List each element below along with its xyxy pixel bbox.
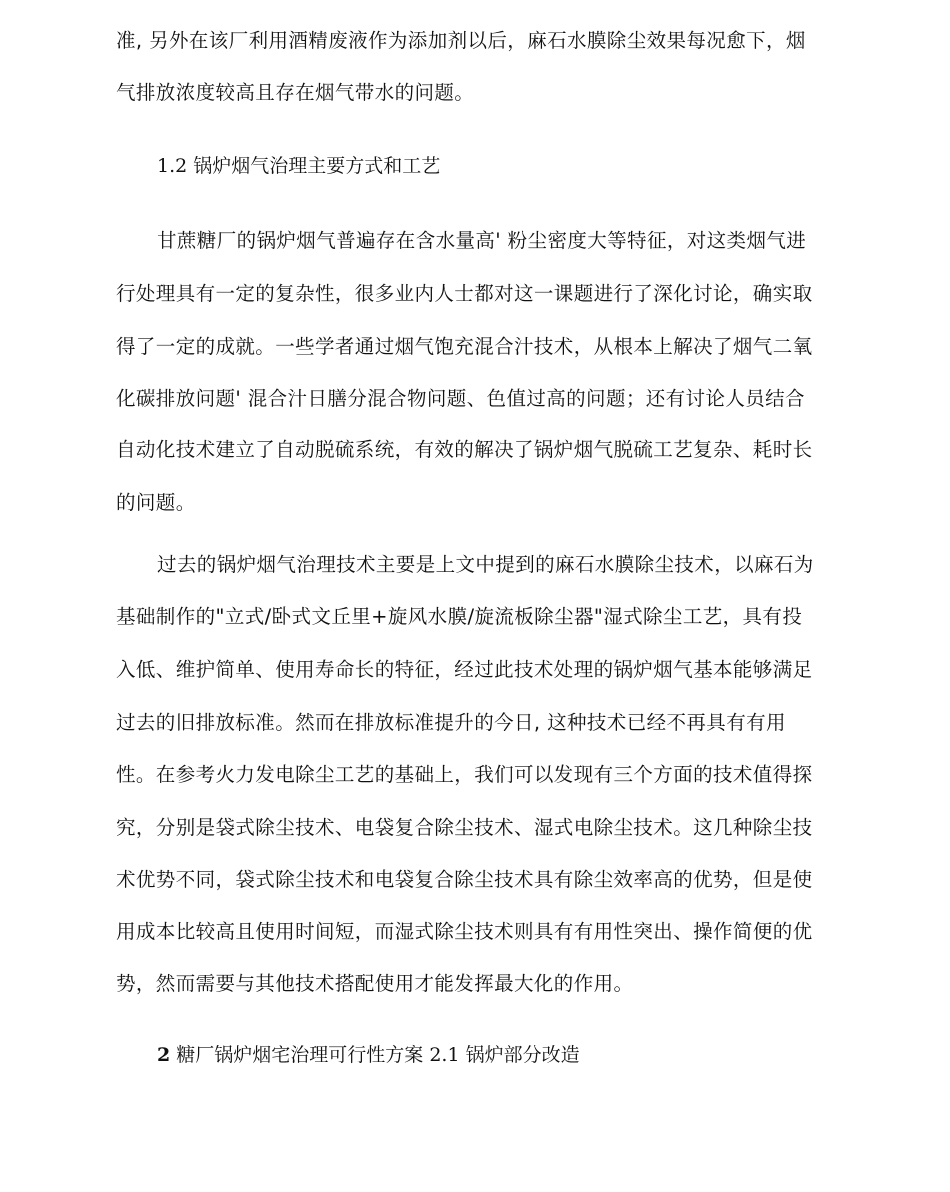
paragraph-line: 性。在参考火力发电除尘工艺的基础上，我们可以发现有三个方面的技术值得探 bbox=[116, 763, 813, 786]
paragraph-line: 化碳排放问题' 混合汁日膳分混合物问题、色值过高的问题；还有讨论人员结合 bbox=[116, 387, 805, 410]
paragraph-line: 势，然而需要与其他技术搭配使用才能发挥最大化的作用。 bbox=[116, 972, 634, 995]
paragraph-line: 基础制作的"立式/卧式文丘里+旋风水膜/旋流板除尘器"湿式除尘工艺，具有投 bbox=[116, 605, 803, 628]
paragraph-line: 过去的锅炉烟气治理技术主要是上文中提到的麻石水膜除尘技术，以麻石为 bbox=[157, 553, 814, 576]
paragraph-line: 准, 另外在该厂利用酒精废液作为添加剂以后，麻石水膜除尘效果每况愈下，烟 bbox=[116, 29, 806, 52]
paragraph-line: 得了一定的成就。一些学者通过烟气饱充混合汁技术，从根本上解决了烟气二氧 bbox=[116, 335, 813, 358]
paragraph-line: 自动化技术建立了自动脱硫系统，有效的解决了锅炉烟气脱硫工艺复杂、耗时长 bbox=[116, 438, 813, 461]
paragraph-line: 行处理具有一定的复杂性，很多业内人士都对这一课题进行了深化讨论，确实取 bbox=[116, 282, 813, 305]
paragraph-line: 过去的旧排放标准。然而在排放标准提升的今日, 这种技术已经不再具有有用 bbox=[116, 711, 786, 734]
paragraph-line: 的问题。 bbox=[116, 491, 196, 514]
paragraph-line: 用成本比较高且使用时间短，而湿式除尘技术则具有有用性突出、操作简便的优 bbox=[116, 920, 813, 943]
paragraph-line: 入低、维护简单、使用寿命长的特征，经过此技术处理的锅炉烟气基本能够满足 bbox=[116, 658, 813, 681]
paragraph-line: 甘蔗糖厂的锅炉烟气普遍存在含水量高' 粉尘密度大等特征，对这类烟气进 bbox=[157, 229, 807, 252]
paragraph-line: 术优势不同，袋式除尘技术和电袋复合除尘技术具有除尘效率高的优势，但是使 bbox=[116, 868, 813, 891]
section-title: 糖厂锅炉烟宅治理可行性方案 2.1 锅炉部分改造 bbox=[170, 1044, 580, 1066]
section-number: 2 bbox=[157, 1044, 171, 1066]
section-heading-2 bbox=[157, 1042, 580, 1068]
paragraph-line: 气排放浓度较高且存在烟气带水的问题。 bbox=[116, 81, 475, 104]
section-heading-1-2: 1.2 锅炉烟气治理主要方式和工艺 bbox=[157, 155, 441, 177]
paragraph-line: 究，分别是袋式除尘技术、电袋复合除尘技术、湿式电除尘技术。这几种除尘技 bbox=[116, 816, 813, 839]
